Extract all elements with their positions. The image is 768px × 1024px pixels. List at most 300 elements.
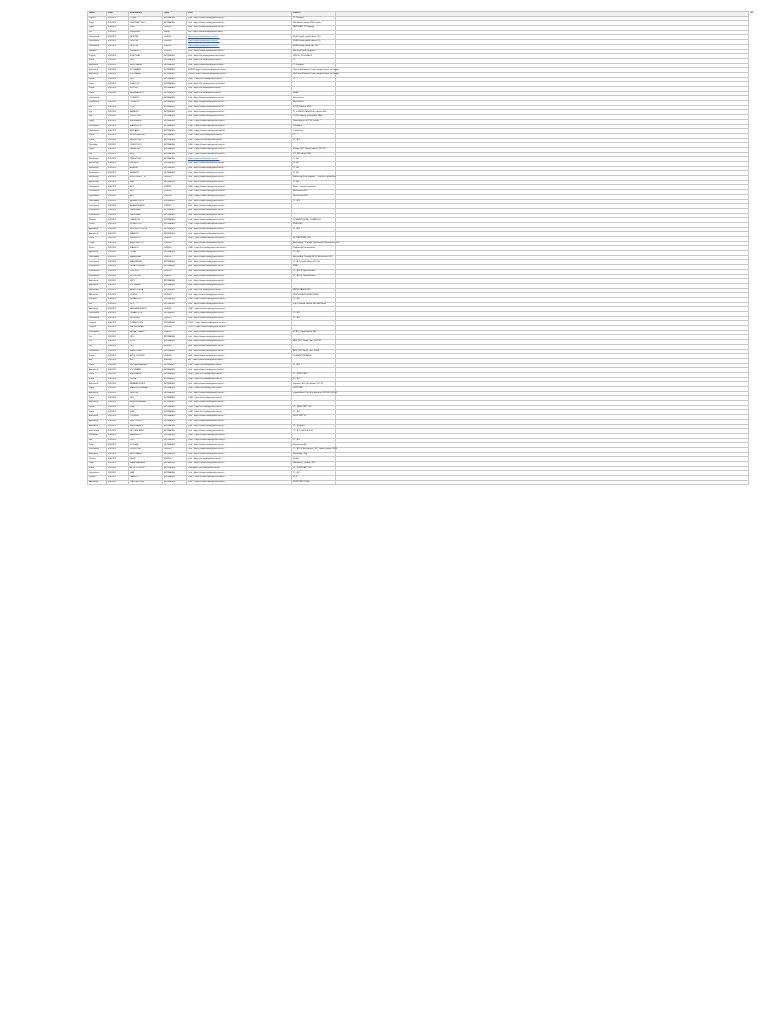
- cell-pattern[interactable]: FLAG (wide good above 10): [292, 35, 336, 40]
- cell-type[interactable]: INTRADAY: [163, 377, 187, 382]
- cell-type[interactable]: INTRADAY: [163, 91, 187, 96]
- cell-link[interactable]: Link : https://www.tradingview.com/x/...: [187, 260, 292, 265]
- cell-pattern[interactable]: Pullback&Continuation: [292, 246, 336, 251]
- cell-stockname[interactable]: RELAXO: [129, 162, 163, 167]
- cell-type[interactable]: INTRADAY: [163, 133, 187, 138]
- cell-name[interactable]: Basavaraj: [88, 157, 107, 162]
- cell-type[interactable]: INTRADAY: [163, 283, 187, 288]
- cell-name[interactable]: Jai: [88, 335, 107, 340]
- cell-link[interactable]: LINK : https://www.tradingview.com/x/...: [187, 480, 292, 485]
- cell-date[interactable]: 9/4/2021: [107, 208, 129, 213]
- cell-date[interactable]: 9/4/2021: [107, 274, 129, 279]
- cell-type[interactable]: INTRADAY: [163, 232, 187, 237]
- cell-pattern[interactable]: RESISTANCE BO: [292, 288, 336, 293]
- cell-link[interactable]: Link : https://www.tradingview.com/x/...: [187, 302, 292, 307]
- cell-link[interactable]: LINK : https://in.tradingview.com/x/...: [187, 372, 292, 377]
- cell-stockname[interactable]: TATAELXSI: [129, 297, 163, 302]
- cell-stockname[interactable]: HDCBELARSL: [129, 429, 163, 434]
- cell-stockname[interactable]: ENGINEER: [129, 119, 163, 124]
- cell-stockname[interactable]: NAMUTI: [129, 232, 163, 237]
- cell-name[interactable]: Venkatesh: [88, 269, 107, 274]
- cell-stockname[interactable]: SUVENSFORLY: [129, 133, 163, 138]
- cell-date[interactable]: 9/4/2021: [107, 129, 129, 134]
- cell-date[interactable]: 9/4/2021: [107, 30, 129, 35]
- cell-type[interactable]: INTRADAY: [163, 480, 187, 485]
- cell-pattern[interactable]: TL_BO & Triple Bottom: [292, 274, 336, 279]
- cell-type[interactable]: INTRADAY: [163, 260, 187, 265]
- cell-link[interactable]: LINK : https://www.tradingview.com/x/...: [187, 438, 292, 443]
- cell-type[interactable]: SWING: [163, 316, 187, 321]
- cell-pattern[interactable]: TL BO: [292, 171, 336, 176]
- cell-link[interactable]: Link : https://www.tradingview.com/x/...: [187, 415, 292, 420]
- cell-date[interactable]: 9/4/2021: [107, 288, 129, 293]
- cell-stockname[interactable]: DHFC: [129, 457, 163, 462]
- cell-date[interactable]: 9/4/2021: [107, 377, 129, 382]
- cell-date[interactable]: 9/4/2021: [107, 265, 129, 270]
- cell-link[interactable]: Link : https://www.tradingview.com/x/...: [187, 162, 292, 167]
- cell-type[interactable]: INTRADAY: [163, 54, 187, 59]
- cell-stockname[interactable]: APOLLOHOSP: [129, 354, 163, 359]
- cell-pattern[interactable]: TL Support: [292, 63, 336, 68]
- cell-type[interactable]: INTRADAY: [163, 382, 187, 387]
- cell-link[interactable]: Link : https://www.tradingview.com/x/...: [187, 26, 292, 31]
- cell-stockname[interactable]: UPL: [129, 344, 163, 349]
- cell-name[interactable]: Kiran: [88, 77, 107, 82]
- cell-date[interactable]: 9/4/2021: [107, 391, 129, 396]
- cell-name[interactable]: Basavaraj: [88, 166, 107, 171]
- cell-stockname[interactable]: JBCHEPHARMA: [129, 363, 163, 368]
- cell-name[interactable]: Basavaraj: [88, 176, 107, 181]
- cell-date[interactable]: 9/4/2021: [107, 91, 129, 96]
- cell-stockname[interactable]: MUTHOOTCHCE: [129, 227, 163, 232]
- cell-name[interactable]: Kiran: [88, 363, 107, 368]
- cell-type[interactable]: INTRADAY: [163, 433, 187, 438]
- cell-stockname[interactable]: ICICIBANK: [129, 68, 163, 73]
- cell-date[interactable]: 9/4/2021: [107, 452, 129, 457]
- cell-link[interactable]: Link : https://in.tradingview.com/x/...: [187, 87, 292, 92]
- cell-type[interactable]: INTRADAY: [163, 471, 187, 476]
- cell-name[interactable]: Venkatesh: [88, 35, 107, 40]
- cell-pattern[interactable]: TL_BO: [292, 410, 336, 415]
- cell-link[interactable]: Link : https://www.tradingview.com/x/...: [187, 354, 292, 359]
- cell-type[interactable]: SWING: [163, 204, 187, 209]
- cell-link[interactable]: Link : https://www.tradingview.com/x/...: [187, 283, 292, 288]
- cell-link[interactable]: https://www.tradingview.com/x/...: [187, 35, 292, 40]
- cell-date[interactable]: 9/4/2021: [107, 283, 129, 288]
- cell-type[interactable]: INTRADAY: [163, 396, 187, 401]
- cell-date[interactable]: 9/4/2021: [107, 199, 129, 204]
- cell-name[interactable]: Kiran: [88, 377, 107, 382]
- cell-name[interactable]: Arif: [88, 358, 107, 363]
- cell-stockname[interactable]: HUL: [129, 58, 163, 63]
- cell-type[interactable]: INTRADAY: [163, 335, 187, 340]
- cell-type[interactable]: SWING: [163, 194, 187, 199]
- cell-type[interactable]: SWING: [163, 269, 187, 274]
- cell-stockname[interactable]: TATAELXPS: [129, 312, 163, 317]
- cell-type[interactable]: intraday: [163, 358, 187, 363]
- cell-type[interactable]: INTRADAY: [163, 199, 187, 204]
- cell-date[interactable]: 9/4/2021: [107, 424, 129, 429]
- cell-stockname[interactable]: HAVETREE: [129, 349, 163, 354]
- cell-stockname[interactable]: PRESTIGE: [129, 157, 163, 162]
- cell-date[interactable]: 9/4/2021: [107, 246, 129, 251]
- cell-link[interactable]: LINK : https://in.tradingview.com/x/...: [187, 77, 292, 82]
- cell-date[interactable]: 9/4/2021: [107, 162, 129, 167]
- cell-pattern[interactable]: Near - strong resistance: [292, 185, 336, 190]
- cell-name[interactable]: Venkatesh: [88, 255, 107, 260]
- cell-stockname[interactable]: UPL: [129, 335, 163, 340]
- cell-type[interactable]: SWING: [163, 241, 187, 246]
- cell-link[interactable]: Link : https://www.tradingview.com/x/...: [187, 452, 292, 457]
- cell-stockname[interactable]: HUL: [129, 77, 163, 82]
- cell-date[interactable]: 9/4/2021: [107, 115, 129, 120]
- cell-link[interactable]: Link : https://www.tradingview.com/x/...: [187, 96, 292, 101]
- cell-date[interactable]: 9/4/2021: [107, 415, 129, 420]
- cell-name[interactable]: Venkatesh: [88, 213, 107, 218]
- cell-type[interactable]: INTRADAY: [163, 391, 187, 396]
- cell-link[interactable]: LINKhttps://in.tradingview.com/x/...: [187, 466, 292, 471]
- cell-name[interactable]: Venkatesh: [88, 208, 107, 213]
- cell-stockname[interactable]: MAHINDTE: [129, 124, 163, 129]
- cell-type[interactable]: INTRADAY: [163, 96, 187, 101]
- cell-date[interactable]: 9/4/2021: [107, 119, 129, 124]
- cell-pattern[interactable]: TL BO: [292, 162, 336, 167]
- cell-link[interactable]: LINK : https://www.tradingview.com/x/...: [187, 129, 292, 134]
- cell-date[interactable]: 9/4/2021: [107, 358, 129, 363]
- cell-name[interactable]: Venkatesh: [88, 199, 107, 204]
- cell-date[interactable]: 9/4/2021: [107, 335, 129, 340]
- cell-date[interactable]: 9/4/2021: [107, 363, 129, 368]
- cell-link[interactable]: Link : https://www.tradingview.com/x/...: [187, 21, 292, 26]
- cell-date[interactable]: 9/4/2021: [107, 321, 129, 326]
- cell-type[interactable]: INTRADAY: [163, 387, 187, 392]
- cell-name[interactable]: Jai: [88, 344, 107, 349]
- cell-link[interactable]: Link : https://www.tradingview.com/x/...: [187, 227, 292, 232]
- cell-name[interactable]: Venkatesh: [88, 312, 107, 317]
- cell-stockname[interactable]: ICICIBANK: [129, 283, 163, 288]
- cell-stockname[interactable]: TITAN: [129, 251, 163, 256]
- cell-type[interactable]: INTRADAY: [163, 105, 187, 110]
- cell-date[interactable]: 9/4/2021: [107, 110, 129, 115]
- cell-stockname[interactable]: PNB: [129, 405, 163, 410]
- cell-date[interactable]: 9/4/2021: [107, 372, 129, 377]
- cell-stockname[interactable]: HIGLIGHT: [129, 316, 163, 321]
- cell-stockname[interactable]: HANKUPPEREAR: [129, 387, 163, 392]
- cell-pattern[interactable]: Shift trend bounce from support zone on Friday: [293, 73, 339, 76]
- cell-stockname[interactable]: DRREDDY: [129, 49, 163, 54]
- cell-name[interactable]: Sai: [88, 115, 107, 120]
- cell-date[interactable]: 9/4/2021: [107, 171, 129, 176]
- cell-link[interactable]: Link : https://www.tradingview.com/x/...: [187, 180, 292, 185]
- cell-stockname[interactable]: BANDHANBNK: [129, 462, 163, 467]
- cell-stockname[interactable]: NLMTRI: [129, 44, 163, 49]
- cell-name[interactable]: Kiran: [88, 133, 107, 138]
- cell-pattern[interactable]: TL Support: [292, 16, 336, 21]
- cell-type[interactable]: INTRADAY: [163, 424, 187, 429]
- cell-stockname[interactable]: ADANIPORTS: [129, 199, 163, 204]
- cell-stockname[interactable]: HUL: [129, 396, 163, 401]
- cell-name[interactable]: Ashutosh: [88, 232, 107, 237]
- cell-name[interactable]: Venkatesh: [88, 260, 107, 265]
- cell-type[interactable]: INTRADAY: [163, 429, 187, 434]
- cell-date[interactable]: 9/4/2021: [107, 382, 129, 387]
- cell-date[interactable]: 9/4/2021: [107, 312, 129, 317]
- cell-name[interactable]: Ashutosh: [88, 227, 107, 232]
- cell-type[interactable]: SWING: [163, 255, 187, 260]
- cell-link[interactable]: LINK : https://www.tradingview.com/x/...: [187, 190, 292, 195]
- cell-date[interactable]: 9/4/2021: [107, 180, 129, 185]
- cell-pattern[interactable]: TL_BO: [292, 297, 336, 302]
- cell-name[interactable]: Kiran: [88, 405, 107, 410]
- cell-type[interactable]: INTRADAY: [163, 171, 187, 176]
- cell-type[interactable]: SWING: [163, 274, 187, 279]
- cell-link[interactable]: LINK : https://www.tradingview.com/x/...: [187, 124, 292, 129]
- cell-type[interactable]: INTRADAY: [163, 312, 187, 317]
- cell-pattern[interactable]: TL_BO & Triple Bottom: [292, 269, 336, 274]
- cell-date[interactable]: 9/4/2021: [107, 330, 129, 335]
- cell-stockname[interactable]: SOBEX LTD: [129, 222, 163, 227]
- cell-link[interactable]: Link : https://in.tradingview.com/x/...: [187, 58, 292, 63]
- cell-link[interactable]: Link : https://www.tradingview.com/x/...: [187, 349, 292, 354]
- cell-pattern[interactable]: R_BO_Good above 960: [292, 330, 336, 335]
- cell-date[interactable]: 9/4/2021: [107, 21, 129, 26]
- cell-link[interactable]: TLBO : https://www.tradingview.com/x/...: [187, 321, 292, 326]
- cell-stockname[interactable]: BAHRIKAN: [129, 255, 163, 260]
- cell-type[interactable]: SWING: [163, 35, 187, 40]
- cell-name[interactable]: Kiran: [88, 466, 107, 471]
- cell-name[interactable]: Kiran: [88, 410, 107, 415]
- cell-type[interactable]: INTRADAY: [163, 101, 187, 106]
- cell-link[interactable]: Link : https://www.tradingview.com/x/...: [187, 443, 292, 448]
- cell-link[interactable]: https://www.tradingview.com/x/...: [187, 44, 292, 49]
- cell-date[interactable]: 9/4/2021: [107, 293, 129, 298]
- cell-name[interactable]: Ashutosh: [88, 452, 107, 457]
- cell-stockname[interactable]: TATACONSUM: [129, 265, 163, 270]
- cell-link[interactable]: Link : https://in.tradingview.com/chart/...: [187, 82, 292, 87]
- cell-stockname[interactable]: BAHRIKIPTI: [129, 433, 163, 438]
- cell-link[interactable]: LINK : https://www.tradingview.com/x/...: [187, 185, 292, 190]
- cell-type[interactable]: INTRADAY: [163, 21, 187, 26]
- cell-pattern[interactable]: Ascending_Triangle_Horizontal_Resistance_BO: [293, 242, 340, 245]
- cell-pattern[interactable]: Resistance: [292, 96, 336, 101]
- cell-link[interactable]: Link : https://www.tradingview.com/x/...: [187, 110, 292, 115]
- cell-stockname[interactable]: APOLLOHOSP: [129, 466, 163, 471]
- cell-date[interactable]: 9/4/2021: [107, 438, 129, 443]
- cell-pattern[interactable]: Bouncing from support ... can be a good bet: [293, 176, 336, 179]
- cell-type[interactable]: INTRADAY: [163, 363, 187, 368]
- cell-link[interactable]: Link : https://www.tradingview.com/x/...: [187, 105, 292, 110]
- cell-stockname[interactable]: CADILAHC: [129, 213, 163, 218]
- cell-type[interactable]: INTRADAY: [163, 77, 187, 82]
- cell-type[interactable]: INTRADAY: [163, 124, 187, 129]
- cell-type[interactable]: INTRADAY: [163, 419, 187, 424]
- cell-pattern[interactable]: Weakness below 450 Levels: [292, 21, 336, 26]
- cell-name[interactable]: Kiran: [88, 372, 107, 377]
- cell-pattern[interactable]: TL_BO: [292, 199, 336, 204]
- cell-pattern[interactable]: TL: [292, 133, 336, 138]
- cell-name[interactable]: Ashutosh: [88, 68, 107, 73]
- cell-link[interactable]: LINK : https://www.tradingview.com/x/...: [187, 152, 292, 157]
- cell-date[interactable]: 9/4/2021: [107, 447, 129, 452]
- cell-pattern[interactable]: PATTERN TL Support: [292, 26, 336, 31]
- cell-link[interactable]: Link : https://in.tradingview.com/x/...: [187, 457, 292, 462]
- cell-stockname[interactable]: NAMUTI: [129, 476, 163, 481]
- header-stockname[interactable]: StockName: [129, 12, 163, 17]
- cell-name[interactable]: Venkatesh: [88, 429, 107, 434]
- cell-name[interactable]: Ashutosh: [88, 401, 107, 406]
- cell-name[interactable]: Kevin: [88, 246, 107, 251]
- cell-name[interactable]: Ashutosh: [88, 368, 107, 373]
- cell-pattern[interactable]: TL_SUPPORT: [292, 372, 336, 377]
- cell-date[interactable]: 9/4/2021: [107, 480, 129, 485]
- cell-type[interactable]: SWING: [163, 344, 187, 349]
- cell-name[interactable]: Kiran: [88, 387, 107, 392]
- cell-name[interactable]: Abhishek: [88, 293, 107, 298]
- cell-link[interactable]: link : https://www.tradingview.com/x/...: [187, 30, 292, 35]
- cell-stockname[interactable]: BRIGADEIDEDIT: [129, 307, 163, 312]
- cell-pattern[interactable]: Trend line: [292, 129, 336, 134]
- cell-pattern[interactable]: TL_BO: [292, 377, 336, 382]
- cell-stockname[interactable]: WOLVE: [129, 87, 163, 92]
- cell-type[interactable]: INTRADAY: [163, 438, 187, 443]
- cell-name[interactable]: Ashutosh: [88, 391, 107, 396]
- cell-pattern[interactable]: TL: [292, 58, 336, 63]
- cell-type[interactable]: SWING: [163, 447, 187, 452]
- cell-pattern[interactable]: TL_BO_aBOVE 234: [292, 429, 336, 434]
- cell-stockname[interactable]: TITAN: [129, 16, 163, 21]
- cell-date[interactable]: 9/4/2021: [107, 58, 129, 63]
- cell-stockname[interactable]: TCS: [129, 105, 163, 110]
- cell-link[interactable]: Link : https://www.tradingview.com/x/...: [187, 340, 292, 345]
- cell-stockname[interactable]: MAHNNDIA: [129, 260, 163, 265]
- cell-name[interactable]: Venkatesh: [88, 349, 107, 354]
- cell-type[interactable]: INTRADAY: [163, 72, 187, 77]
- cell-stockname[interactable]: ABBOTINDIA: [129, 288, 163, 293]
- cell-pattern[interactable]: FLAG BO: [292, 222, 336, 227]
- cell-type[interactable]: INTRADAY: [163, 143, 187, 148]
- cell-type[interactable]: INTRADAY: [163, 476, 187, 481]
- cell-name[interactable]: Ashutosh: [88, 283, 107, 288]
- cell-link[interactable]: LINK : https://in.tradingview.com/x/...: [187, 138, 292, 143]
- cell-date[interactable]: 9/4/2021: [107, 124, 129, 129]
- cell-pattern[interactable]: H_S: [292, 476, 336, 481]
- cell-pattern[interactable]: Ascending Triangle BO & Resistance BO: [292, 255, 336, 260]
- cell-name[interactable]: Jago: [88, 462, 107, 467]
- cell-link[interactable]: Link : https://www.tradingview.com/x/...: [187, 218, 292, 223]
- cell-type[interactable]: SWING: [163, 293, 187, 298]
- cell-name[interactable]: Jasmit: [88, 476, 107, 481]
- cell-link[interactable]: Link : https://www.tradingview.com/x/...: [187, 255, 292, 260]
- cell-name[interactable]: Abhishek: [88, 480, 107, 485]
- cell-type[interactable]: SWING: [163, 246, 187, 251]
- cell-stockname[interactable]: NLMTRI: [129, 40, 163, 45]
- cell-link[interactable]: Link : https://www.tradingview.com/x/...: [187, 251, 292, 256]
- cell-date[interactable]: 9/4/2021: [107, 157, 129, 162]
- cell-pattern[interactable]: TL & RESISTANCE BO above 34k: [292, 110, 336, 115]
- cell-pattern[interactable]: TL_Support: [292, 424, 336, 429]
- cell-name[interactable]: Abhishek: [88, 307, 107, 312]
- cell-type[interactable]: INTRADAY: [163, 340, 187, 345]
- cell-name[interactable]: Karan: [88, 354, 107, 359]
- cell-type[interactable]: SWING: [163, 354, 187, 359]
- cell-date[interactable]: 9/4/2021: [107, 54, 129, 59]
- cell-pattern[interactable]: cup n handle above 680 will break: [292, 302, 336, 307]
- cell-name[interactable]: Venkatesh: [88, 190, 107, 195]
- cell-type[interactable]: SWING: [163, 49, 187, 54]
- cell-stockname[interactable]: PIDILITIND: [129, 447, 163, 452]
- cell-stockname[interactable]: BHARATFORG: [129, 382, 163, 387]
- cell-date[interactable]: 9/4/2021: [107, 307, 129, 312]
- cell-link[interactable]: LINK : https://www.tradingview.com/x/...: [187, 143, 292, 148]
- cell-link[interactable]: Link : https://www.tradingview.com/x/...: [187, 429, 292, 434]
- cell-type[interactable]: INTRADAY: [163, 302, 187, 307]
- cell-name[interactable]: Venkatesh: [88, 40, 107, 45]
- cell-name[interactable]: Jago: [88, 82, 107, 87]
- cell-stockname[interactable]: AUROBILLTD: [129, 241, 163, 246]
- cell-name[interactable]: Tarun: [88, 222, 107, 227]
- cell-date[interactable]: 9/4/2021: [107, 237, 129, 242]
- cell-stockname[interactable]: PGC: [129, 438, 163, 443]
- cell-link[interactable]: Link : https://www.tradingview.com/x/...: [187, 391, 292, 396]
- cell-link[interactable]: Link : https://www.tradingview.com/x/...: [187, 101, 292, 106]
- cell-date[interactable]: 9/4/2021: [107, 213, 129, 218]
- cell-name[interactable]: Sai: [88, 438, 107, 443]
- cell-link[interactable]: Link : https://www.tradingview.com/x/...: [187, 344, 292, 349]
- cell-type[interactable]: INTRADAY: [163, 349, 187, 354]
- cell-name[interactable]: Venkatesh: [88, 96, 107, 101]
- cell-name[interactable]: Venkatesh: [88, 471, 107, 476]
- cell-stockname[interactable]: VIPIND: [129, 293, 163, 298]
- cell-link[interactable]: LINK : https://in.tradingview.com/x/...: [187, 133, 292, 138]
- cell-link[interactable]: Link : https://www.tradingview.com/x/...: [187, 424, 292, 429]
- cell-link[interactable]: Link : https://www.tradingview.com/x/...: [187, 199, 292, 204]
- cell-date[interactable]: 9/4/2021: [107, 190, 129, 195]
- cell-link[interactable]: Link : https://www.tradingview.com/x/...: [187, 471, 292, 476]
- cell-link[interactable]: Link : https://www.tradingview.com/x/...: [187, 368, 292, 373]
- cell-type[interactable]: INTRADAY: [163, 152, 187, 157]
- cell-date[interactable]: 9/4/2021: [107, 218, 129, 223]
- cell-name[interactable]: Basavaraj: [88, 180, 107, 185]
- cell-stockname[interactable]: CASTROLIND: [129, 480, 163, 485]
- cell-pattern[interactable]: TL BO: [292, 166, 336, 171]
- cell-type[interactable]: SWING: [163, 44, 187, 49]
- cell-stockname[interactable]: GRASCIN: [129, 218, 163, 223]
- cell-pattern[interactable]: Weakness_below_332: [292, 462, 336, 467]
- cell-stockname[interactable]: GRASCIN: [129, 147, 163, 152]
- cell-type[interactable]: INTRADAY: [163, 288, 187, 293]
- cell-date[interactable]: 9/4/2021: [107, 429, 129, 434]
- cell-date[interactable]: 9/4/2021: [107, 410, 129, 415]
- cell-pattern[interactable]: TL_BO: [292, 363, 336, 368]
- cell-type[interactable]: INTRADAY: [163, 410, 187, 415]
- cell-date[interactable]: 9/4/2021: [107, 35, 129, 40]
- cell-link[interactable]: Link : https://www.tradingview.com/x/...: [187, 265, 292, 270]
- cell-name[interactable]: Venkatesh: [88, 330, 107, 335]
- cell-pattern[interactable]: SYMMETRICAL_TRIANGLE: [292, 218, 336, 223]
- cell-type[interactable]: INTRADAY: [163, 265, 187, 270]
- cell-date[interactable]: 9/4/2021: [107, 387, 129, 392]
- cell-stockname[interactable]: NAL: [129, 180, 163, 185]
- cell-date[interactable]: 9/4/2021: [107, 143, 129, 148]
- header-pattern[interactable]: Pattern: [292, 12, 336, 17]
- cell-date[interactable]: 9/4/2021: [107, 72, 129, 77]
- cell-name[interactable]: Kiran: [88, 138, 107, 143]
- cell-date[interactable]: 9/4/2021: [107, 316, 129, 321]
- cell-pattern[interactable]: TL_BO & Resistance_BO_Good_above 1924: [293, 448, 338, 451]
- cell-date[interactable]: 9/4/2021: [107, 101, 129, 106]
- cell-pattern[interactable]: ATH_BO_Good_abv_447.00: [292, 340, 336, 345]
- cell-type[interactable]: INTRADAY: [163, 68, 187, 73]
